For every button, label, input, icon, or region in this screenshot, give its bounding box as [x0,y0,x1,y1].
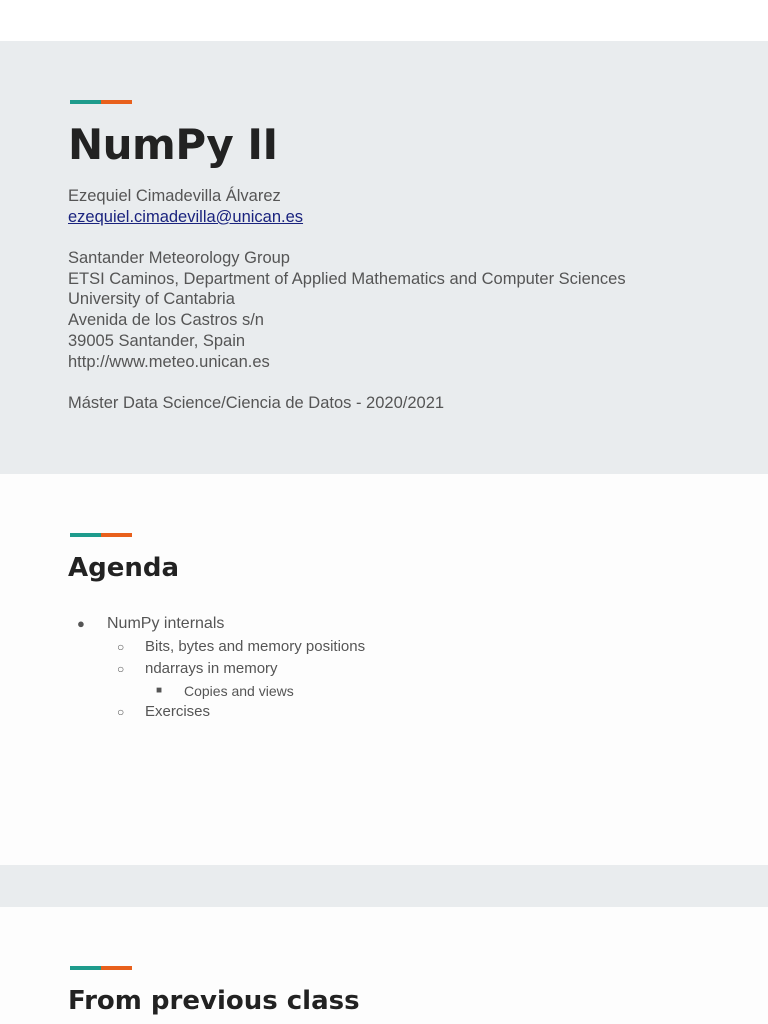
course-name: Máster Data Science/Ciencia de Datos - 2020/2021 [68,393,445,412]
accent-teal-segment [70,966,101,970]
affiliation-line: University of Cantabria [68,290,235,309]
agenda-title: Agenda [68,553,180,583]
bullet-square-icon: ■ [156,685,163,696]
agenda-item: NumPy internals [107,615,225,632]
affiliation-line: Santander Meteorology Group [68,249,290,268]
previous-class-title: From previous class [68,986,360,1016]
bullet-hollow-circle-icon: ○ [117,662,125,676]
previous-accent-bar [70,966,132,970]
title-accent-bar [70,100,132,104]
bullet-hollow-circle-icon: ○ [117,640,125,654]
bullet-hollow-circle-icon: ○ [117,705,125,719]
agenda-slide [0,474,768,865]
agenda-item: Copies and views [184,683,294,699]
affiliation-line: ETSI Caminos, Department of Applied Mathematics and Computer Sciences [68,269,626,288]
affiliation-line: 39005 Santander, Spain [68,331,246,350]
author-email-link[interactable]: ezequiel.cimadevilla@unican.es [68,207,304,226]
agenda-item: ndarrays in memory [145,660,278,677]
bullet-filled-circle-icon: ● [77,616,85,631]
agenda-accent-bar [70,533,132,537]
accent-teal-segment [70,533,101,537]
accent-orange-segment [101,533,132,537]
accent-orange-segment [101,966,132,970]
agenda-item: Exercises [145,703,211,720]
affiliation-line: http://www.meteo.unican.es [68,352,270,371]
title-slide [0,41,768,474]
agenda-item: Bits, bytes and memory positions [145,638,366,655]
presentation-title: NumPy II [68,120,278,169]
author-name: Ezequiel Cimadevilla Álvarez [68,187,281,205]
accent-orange-segment [101,100,132,104]
slide-separator [0,865,768,907]
previous-class-slide [0,907,768,1024]
title-info-block [68,186,626,414]
accent-teal-segment [70,100,101,104]
affiliation-line: Avenida de los Castros s/n [68,311,264,330]
